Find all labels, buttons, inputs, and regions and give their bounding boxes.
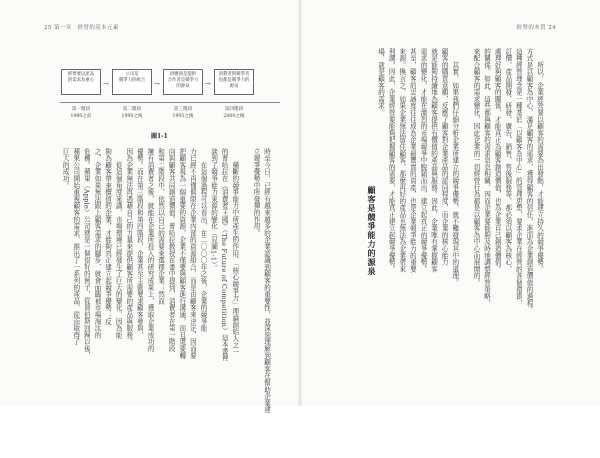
- right-text-column: 訂價、產品開發、研發、廣告、銷售、售後服務等，都必須以顧客為核心，: [503, 48, 512, 273]
- right-text-column: 利潤。因此，企業經營要能夠把握顧客的需要，才能真正建立起競爭優勢。: [387, 48, 396, 273]
- stage-4-box: 消費者與競爭者 也都是競爭力的 源泉: [214, 69, 254, 95]
- stage-2-label: 第二階段 1990之後: [121, 107, 143, 119]
- left-text-column: 在這個過程可以看出，在二〇〇〇年之後，企業的競爭能: [199, 148, 207, 332]
- right-text-column: 方式是以顧客為中心，滿足顧客的需求，獲得顧客的信任，進而為企業創造價值的過程。: [525, 48, 533, 314]
- left-text-column: 的普哈拉在《消費者王國》（The Future of Competition）這本書裡: [220, 148, 229, 362]
- left-text-column: 和第二階段中，依然以自己的需要來選擇企業；然而: [156, 148, 165, 305]
- stage-2-box: 公司是 競爭力的組合: [112, 69, 152, 95]
- left-text-column: 時至今日，已經有越來越多的企業認識到顧客的重要性，並深刻理解到顧客在幫助企業建: [262, 148, 271, 414]
- left-text-column: 優勢。而在第三階段和第四階段，企業甚至主動要求顧客參與，: [135, 148, 144, 339]
- left-text-column: 向與顧客共同創造價值。普哈拉教授在書中提到，消費者在第一階段: [167, 148, 176, 352]
- left-text-column: 夠為顧客帶來價值的企業，才能夠真正建立起競爭優勢；反: [103, 148, 112, 325]
- right-text-column: 所以，企業經營要以顧客的需要為出發點，才能建立持久的競爭優勢。: [535, 48, 544, 273]
- left-text-column: 把顧客視為一個重要的資源，企業不僅要與顧客進行溝通，而且還要轉: [177, 148, 186, 359]
- right-text-column: 處理好與顧客的關係，才能真正為顧客創造價值，也為企業自己創造價值。: [493, 48, 502, 273]
- stage-1-label: 第一階段 1980之前: [70, 107, 92, 119]
- right-text-column: 這種經營理念是一種基於「以顧客為中心」的管理思想，要求企業在經營的各個環節，: [514, 48, 523, 307]
- section-heading: 顧客是競爭能力的源泉: [367, 186, 376, 276]
- left-text-column: 從這個角度來講，市場環境已經發生了巨大的變化，因為能: [114, 148, 123, 339]
- left-text-column: 蘋果公司開始重視顧客的需求，推出了一系列的產品，從而取得了: [71, 148, 80, 346]
- timeline-line: [60, 102, 280, 103]
- left-running-header: 25 第一章 經營的基本元素: [44, 25, 119, 31]
- stage-3-box: 供應商是提供 合作者是競爭力 的源泉: [163, 69, 203, 95]
- right-text-column: 的關係。如此，這些都與顧客的需求息息相關，因而企業要能夠及時地調整經營策略，: [482, 48, 491, 307]
- figure-caption: 圖1-1: [151, 133, 168, 140]
- right-text-column: 就是能夠持續地為顧客提供有價值的產品與服務。因此，企業唯有掌握顧客: [429, 48, 438, 273]
- left-text-column: 危機。蘋果（Apple）公司就是一個很好的例子，從賈伯斯回歸以後，: [82, 148, 91, 359]
- stage-4-label: 第四階段 2000之後: [223, 107, 245, 119]
- right-text-column: 顧客的購買意願，反應了顧客對企業產品的認同程度，而企業的核心能力: [440, 48, 449, 266]
- book-gutter: [298, 0, 302, 406]
- right-text-column: 來配合顧客的需求變化，因此企業的一切經營行為都是以顧客為中心而展開的。: [472, 48, 480, 286]
- left-text-column: 之，企業如果無法跟上顧客需求的腳步，就會面臨被市場淘汰的: [93, 148, 101, 339]
- left-text-column: 巨大的成功。: [61, 148, 70, 189]
- right-text-column: 需求的變化，才能在激烈的市場競爭中脫穎而出，建立起真正的競爭優勢。: [419, 48, 427, 273]
- stage-1-box: 經營要以產品 的需求為重心: [61, 69, 101, 95]
- right-text-column: 甚至，顧客的忠誠度往往成為企業最寶貴的資產，也是企業競爭能力的重要: [408, 48, 417, 273]
- arrow-3: →: [205, 80, 211, 88]
- left-text-column: 橫斷的競爭能力中所產生的作用，「核心競爭力」理論創始人之一: [230, 148, 239, 356]
- left-text-column: 談到了競爭能力來源的變化（見圖1-1）。: [209, 148, 218, 272]
- arrow-1: →: [103, 80, 109, 88]
- arrow-2: →: [154, 80, 160, 88]
- left-text-column: 擁有消費者之後，就能在企業所投入的研究成果上，獲取企業成功的: [146, 148, 154, 352]
- right-text-column: 場，就是顧客的需求。: [376, 48, 385, 116]
- left-text-column: 因為企業無法再憑藉自己的力量來提供顧客所需要的產品與服務。: [124, 148, 133, 346]
- right-text-column: 其實，如果我們仔細分析企業所建立的競爭優勢，就不難發現其中的道理。: [450, 48, 459, 286]
- left-text-column: 立競爭優勢中所發揮的作用。: [252, 148, 260, 237]
- left-text-column: 力已經不再僅侷限在企業內部的資源組合，而是由顧客來決定，因而要: [188, 148, 197, 359]
- stage-3-label: 第三階段 1995之後: [172, 107, 194, 119]
- right-text-column: 來源。換言之，如果企業無法留住顧客，那麼再好的產品也無法為企業帶來: [397, 48, 406, 273]
- right-running-header: 經營的本質 24: [516, 25, 556, 31]
